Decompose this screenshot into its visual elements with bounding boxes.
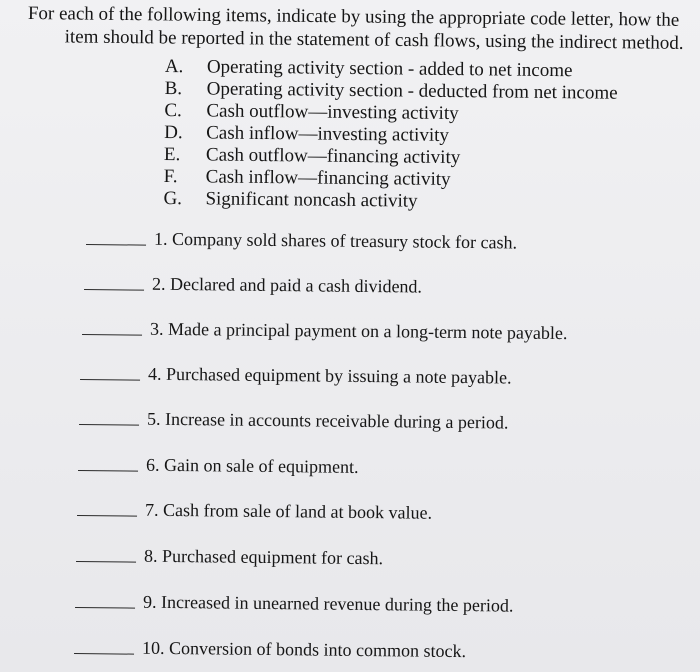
question-item-5 <box>79 408 509 433</box>
answer-blank[interactable] <box>76 560 136 563</box>
question-item-10 <box>74 637 466 662</box>
code-text: Operating activity section - deducted from net income <box>206 78 618 104</box>
code-text: Operating activity section - added to net income <box>206 56 573 82</box>
question-text: 2. Declared and paid a cash dividend. <box>152 273 423 297</box>
answer-blank[interactable] <box>80 378 140 381</box>
question-item-3 <box>82 318 568 344</box>
question-text: 9. Increased in unearned revenue during the period. <box>143 591 514 616</box>
answer-blank[interactable] <box>77 514 137 517</box>
question-text: 4. Purchased equipment by issuing a note payable. <box>148 363 512 388</box>
question-item-8 <box>76 545 383 569</box>
code-text: Cash inflow—investing activity <box>206 122 450 146</box>
code-letter: F. <box>163 165 178 188</box>
instructions-line-2: item should be reported in the statement of cash flows, using the indirect method. <box>64 26 684 54</box>
answer-blank[interactable] <box>74 652 134 655</box>
answer-blank[interactable] <box>82 333 142 336</box>
code-text: Cash outflow—investing activity <box>206 100 459 125</box>
code-letter: D. <box>164 121 183 144</box>
question-item-1 <box>86 228 517 254</box>
question-text: 10. Conversion of bonds into common stock. <box>142 637 467 662</box>
answer-blank[interactable] <box>75 606 135 609</box>
question-item-9 <box>75 591 514 617</box>
question-text: 7. Cash from sale of land at book value. <box>145 499 433 523</box>
answer-blank[interactable] <box>78 469 138 472</box>
code-text: Significant noncash activity <box>205 188 418 212</box>
question-text: 1. Company sold shares of treasury stock for cash. <box>154 228 518 253</box>
question-text: 5. Increase in accounts receivable during a period. <box>147 408 509 433</box>
question-text: 8. Purchased equipment for cash. <box>144 545 384 569</box>
answer-blank[interactable] <box>79 423 139 426</box>
instructions-line-1: For each of the following items, indicate by using the appropriate code letter, how the <box>27 2 680 31</box>
answer-blank[interactable] <box>86 243 146 246</box>
question-item-7 <box>77 499 432 524</box>
question-text: 6. Gain on sale of equipment. <box>146 454 359 477</box>
instructions <box>28 2 693 55</box>
code-row-g <box>163 188 616 215</box>
code-letter: A. <box>164 56 184 78</box>
question-item-4 <box>80 363 512 389</box>
question-item-2 <box>84 273 422 298</box>
answer-blank[interactable] <box>84 288 144 291</box>
code-letter: E. <box>163 143 181 166</box>
code-text: Cash outflow—financing activity <box>205 144 461 169</box>
question-text: 3. Made a principal payment on a long-term note payable. <box>150 318 568 344</box>
question-item-6 <box>78 454 359 478</box>
code-letter: B. <box>164 77 183 100</box>
code-list <box>163 56 618 215</box>
code-letter: C. <box>164 99 182 122</box>
code-letter: G. <box>163 187 183 210</box>
code-text: Cash inflow—financing activity <box>205 166 451 190</box>
